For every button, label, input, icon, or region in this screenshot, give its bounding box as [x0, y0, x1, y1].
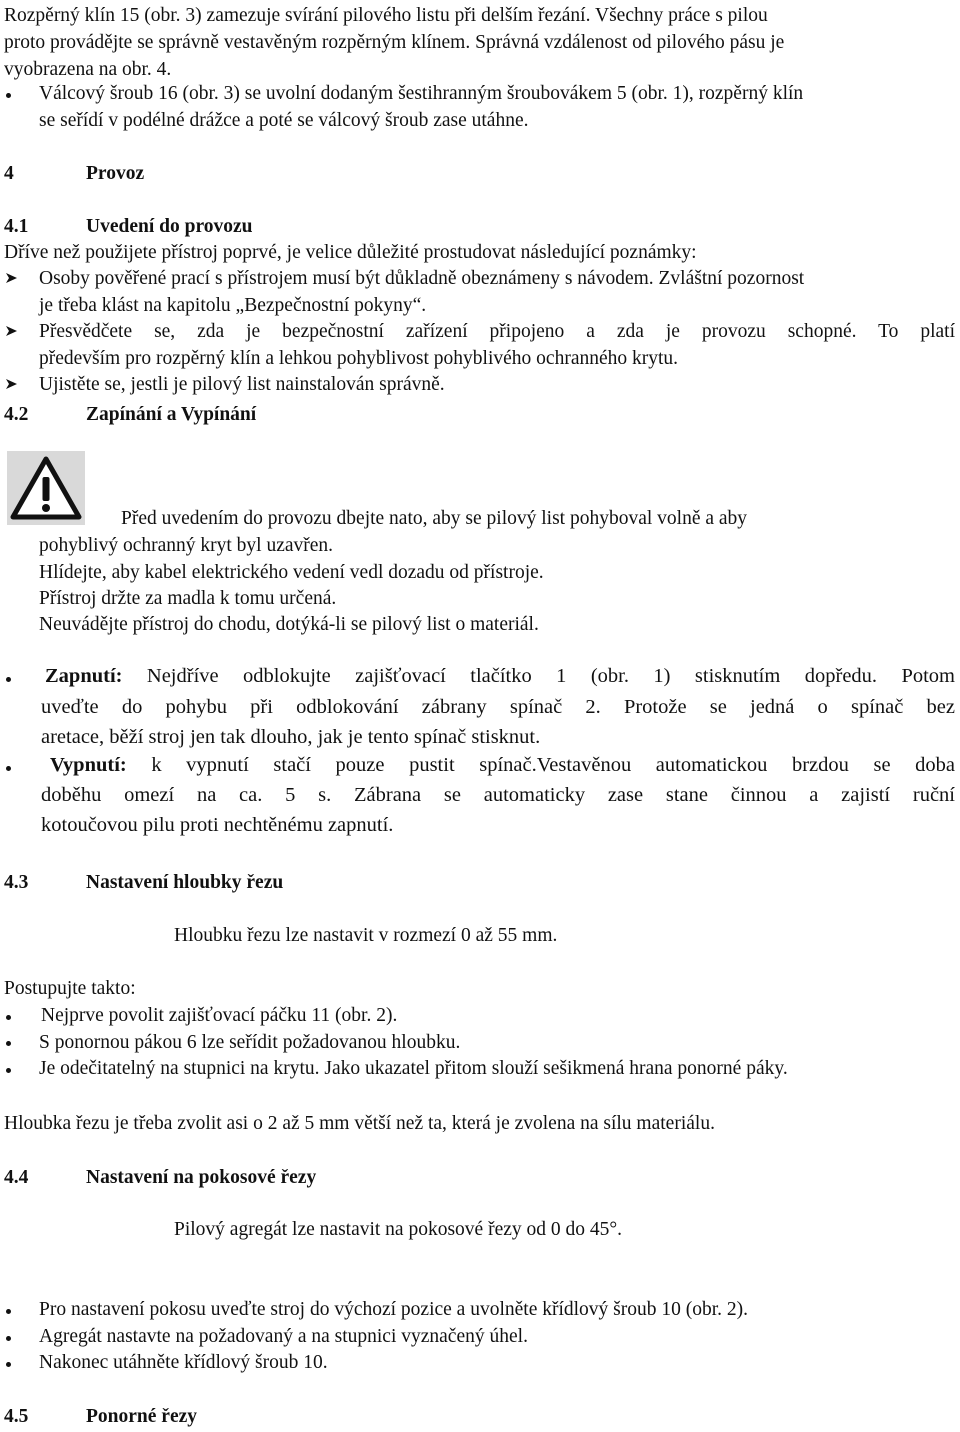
section-4-1-item-3: Ujistěte se, jestli je pilový list nainstalován správně.	[39, 374, 445, 395]
bullet-icon	[6, 677, 11, 682]
bullet-icon	[6, 1309, 11, 1314]
switch-on-label: Zapnutí:	[45, 665, 123, 687]
switch-on-line-1: Zapnutí: Nejdříve odblokujte zajišťovací tlačítko 1 (obr. 1) stisknutím dopředu. Potom	[45, 665, 956, 687]
section-4-1-lead: Dříve než použijete přístroj poprvé, je velice důležité prostudovat následující poznámky:	[4, 242, 697, 263]
switch-off-label: Vypnutí:	[50, 754, 127, 776]
section-4-number: 4	[4, 163, 14, 184]
warning-triangle-icon	[7, 451, 85, 525]
bevel-step-1: Pro nastavení pokosu uveďte stroj do výchozí pozice a uvolněte křídlový šroub 10 (obr. 2).	[39, 1299, 749, 1320]
arrow-bullet-icon	[5, 325, 19, 337]
section-4-1-title: Uvedení do provozu	[86, 216, 253, 237]
bullet-icon	[6, 93, 11, 98]
section-4-2-title: Zapínání a Vypínání	[86, 404, 257, 425]
switch-on-line-3: aretace, běží stroj jen tak dlouho, jak je tento spínač stisknut.	[41, 726, 541, 748]
warning-line-2: pohyblivý ochranný kryt byl uzavřen.	[39, 535, 334, 556]
bullet-icon	[6, 1041, 11, 1046]
cut-depth-note: Hloubka řezu je třeba zvolit asi o 2 až 5 mm větší než ta, která je zvolena na sílu materiálu.	[4, 1113, 715, 1134]
bullet-icon	[6, 1015, 11, 1020]
section-4-4-number: 4.4	[4, 1167, 29, 1188]
switch-off-line-1: Vypnutí: k vypnutí stačí pouze pustit spínač.Vestavěnou automatickou brzdou se doba	[50, 754, 955, 776]
bullet-icon	[6, 1362, 11, 1367]
section-4-2-number: 4.2	[4, 404, 29, 425]
bevel-step-3: Nakonec utáhněte křídlový šroub 10.	[39, 1352, 328, 1373]
bevel-range: Pilový agregát lze nastavit na pokosové řezy od 0 do 45°.	[174, 1219, 623, 1240]
section-4-4-title: Nastavení na pokosové řezy	[86, 1167, 317, 1188]
intro-bullet-line-1: Válcový šroub 16 (obr. 3) se uvolní dodaným šestihranným šroubovákem 5 (obr. 1), rozpěrný klín	[39, 83, 804, 104]
cut-depth-step-1: Nejprve povolit zajišťovací páčku 11 (obr. 2).	[41, 1005, 398, 1026]
warning-line-4: Přístroj držte za madla k tomu určená.	[39, 588, 337, 609]
switch-off-line-3: kotoučovou pilu proti nechtěnému zapnutí.	[41, 814, 394, 836]
section-4-1-item-1-line-2: je třeba klást na kapitolu „Bezpečnostní pokyny“.	[39, 295, 427, 316]
steps-lead: Postupujte takto:	[4, 978, 136, 999]
warning-line-1: Před uvedením do provozu dbejte nato, aby se pilový list pohyboval volně a aby	[121, 508, 748, 529]
switch-off-line-2: doběhu omezí na ca. 5 s. Zábrana se automaticky zase stane činnou a zajistí ruční	[41, 784, 955, 806]
section-4-1-number: 4.1	[4, 216, 29, 237]
intro-bullet-line-2: se seřídí v podélné drážce a poté se válcový šroub zase utáhne.	[39, 110, 529, 131]
warning-line-3: Hlídejte, aby kabel elektrického vedení vedl dozadu od přístroje.	[39, 562, 544, 583]
section-4-3-number: 4.3	[4, 872, 29, 893]
bullet-icon	[6, 766, 11, 771]
cut-depth-step-2: S ponornou pákou 6 lze seřídit požadovanou hloubku.	[39, 1032, 461, 1053]
switch-on-line-2: uveďte do pohybu při odblokování zábrany spínač 2. Protože se jedná o spínač bez	[41, 696, 955, 718]
arrow-bullet-icon	[5, 272, 19, 284]
section-4-1-item-2-line-1: Přesvědčete se, zda je bezpečnostní zařízení připojeno a zda je provozu schopné. To platí	[39, 321, 955, 342]
cut-depth-range: Hloubku řezu lze nastavit v rozmezí 0 až 55 mm.	[174, 925, 558, 946]
section-4-3-title: Nastavení hloubky řezu	[86, 872, 284, 893]
intro-line-3: vyobrazena na obr. 4.	[4, 59, 172, 80]
bevel-step-2: Agregát nastavte na požadovaný a na stupnici vyznačený úhel.	[39, 1326, 528, 1347]
bullet-icon	[6, 1068, 11, 1073]
cut-depth-step-3: Je odečitatelný na stupnici na krytu. Jako ukazatel přitom slouží sešikmená hrana ponorné páky.	[39, 1058, 788, 1079]
intro-line-1: Rozpěrný klín 15 (obr. 3) zamezuje svírání pilového listu při delším řezání. Všechny práce s pilou	[4, 5, 768, 26]
section-4-1-item-2-line-2: především pro rozpěrný klín a lehkou pohyblivost pohyblivého ochranného krytu.	[39, 348, 679, 369]
warning-line-5: Neuvádějte přístroj do chodu, dotýká-li se pilový list o materiál.	[39, 614, 539, 635]
intro-line-2: proto provádějte se správně vestavěným rozpěrným klínem. Správná vzdálenost od pilového pásu je	[4, 32, 785, 53]
arrow-bullet-icon	[5, 378, 19, 390]
section-4-title: Provoz	[86, 163, 145, 184]
section-4-5-number: 4.5	[4, 1406, 29, 1427]
bullet-icon	[6, 1336, 11, 1341]
section-4-1-item-1-line-1: Osoby pověřené prací s přístrojem musí být důkladně obeznámeny s návodem. Zvláštní pozornost	[39, 268, 805, 289]
section-4-5-title: Ponorné řezy	[86, 1406, 198, 1427]
